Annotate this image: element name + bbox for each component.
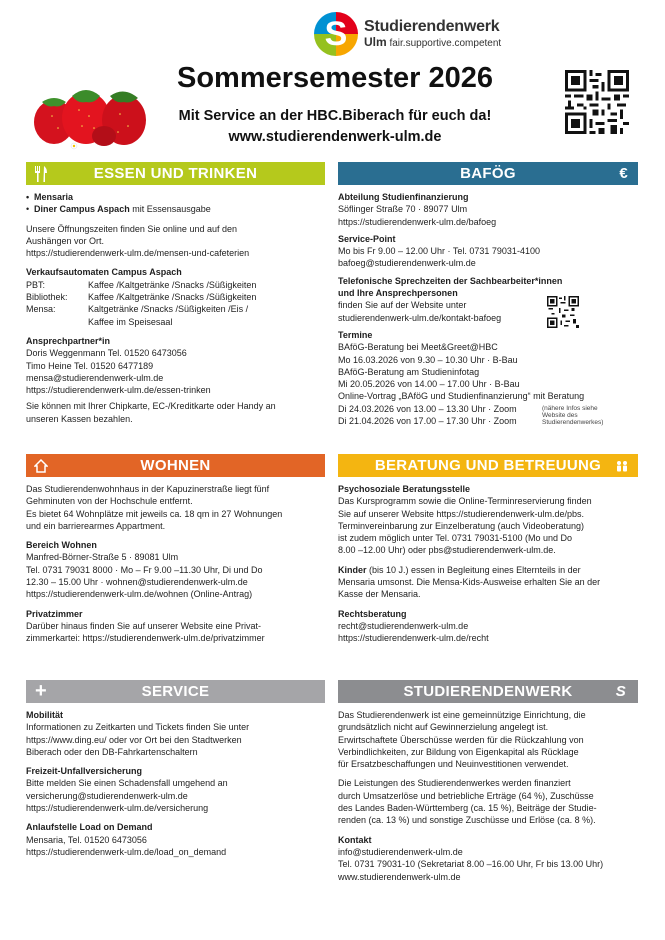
section-service: Mobilität Informationen zu Zeitkarten und Tickets finden Sie unter https://www.ding.eu/ oder vor Ort bei den Stadtwerken Biberach oder den DB-Fahrkartenschaltern Freizeit-Unfallversicherung Bitte melden Sie einen Schadensfall umgehend an versicherung@studierendenwerk-ulm.de https://studierendenwerk-ulm.de/versicherung Anlaufstelle Load on Demand Mensaria, Tel. 01520 6473056 https://studierendenwerk-ulm.de/load_on_demand (26, 709, 326, 858)
bafoeg-link[interactable]: https://studierendenwerk-ulm.de/bafoeg (338, 216, 497, 227)
section-header-service: + SERVICE (26, 680, 325, 703)
recht-link[interactable]: https://studierendenwerk-ulm.de/recht (338, 633, 489, 644)
kontakt-bafoeg-link[interactable]: studierendenwerk-ulm.de/kontakt-bafoeg (338, 312, 502, 323)
logo-tagline: Ulm fair.supportive.competent (364, 35, 502, 49)
section-essen: • Mensaria • Diner Campus Aspach mit Essensausgabe Unsere Öffnungszeiten finden Sie online und auf den Aushängen vor Ort. https://studierendenwerk-ulm.de/mensen-und-cafeterien Verkaufsautomaten Campus Aspach PBT: Kaffee /Kaltgetränke /Snacks /Süßigkeiten Bibliothek: Kaffee /Kaltgetränke /Snacks /Süßigkeiten Mensa: Kaltgetränke /Snacks /Süßigkeiten /Eis / Kaffee im Speisesaal Ansprechpartner*in Doris Weggenmann Tel. 01520 6473056 Timo Heine Tel. 01520 6477189 mensa@studierendenwerk-ulm.de https://studierendenwerk-ulm.de/essen-trinken Sie können mit Ihrer Chipkarte, EC-/Kreditkarte oder Handy an unseren Kassen bezahlen. (26, 191, 326, 425)
s-logo-icon: S (615, 683, 626, 700)
house-icon (34, 454, 48, 477)
logo-name: Studierendenwerk (364, 18, 500, 35)
recht-email-link[interactable]: recht@studierendenwerk-ulm.de (338, 620, 469, 631)
bafoeg-note: (nähere Infos siehe Website des Studierendenwerkes) (542, 404, 604, 426)
plus-icon: + (35, 680, 47, 702)
versicherung-email-link[interactable]: versicherung@studierendenwerk-ulm.de (26, 790, 188, 801)
qr-code-main (565, 70, 629, 134)
page-subtitle: Mit Service an der HBC.Biberach für euch da! (178, 108, 492, 124)
section-header-essen: ESSEN UND TRINKEN (26, 162, 325, 185)
page-title: Sommersemester 2026 (177, 62, 493, 94)
section-header-bafoeg: BAFÖG € (338, 162, 638, 185)
fork-knife-icon (34, 162, 48, 185)
automaten-title: Verkaufsautomaten Campus Aspach (26, 267, 182, 278)
page-url[interactable]: www.studierendenwerk-ulm.de (228, 129, 442, 145)
section-bafoeg: Abteilung Studienfinanzierung Söflinger Straße 70 · 89077 Ulm https://studierendenwerk-ulm.de/bafoeg Service-Point Mo bis Fr 9.00 – 12.00 Uhr · Tel. 0731 79031-4100 bafoeg@studierendenwerk-ulm.de Telefonische Sprechzeiten der Sachbearbeiter*innen und Ihre Ansprechpersonen finden Sie auf der Website unter studierendenwerk-ulm.de/kontakt-bafoeg Termine BAföG-Beratung bei Meet&Greet@HBC Mo 16.03.2026 von 9.30 – 10.30 Uhr · B-Bau BAföG-Beratung am Studieninfotag Mi 20.05.2026 von 14.00 – 17.00 Uhr · B-Bau Online-Vortrag „BAföG und Studienfinanzierung“ mit Beratung Di 24.03.2026 von 13.00 – 13.30 Uhr · Zoom Di 21.04.2026 von 17.00 – 17.30 Uhr · Zoom (nähere Infos siehe Website des Studierendenwerkes) (338, 191, 638, 427)
info-email-link[interactable]: info@studierendenwerk-ulm.de (338, 846, 463, 857)
website-link[interactable]: www.studierendenwerk-ulm.de (338, 871, 461, 882)
people-icon (615, 454, 629, 477)
section-header-studierendenwerk: STUDIERENDENWERK S (338, 680, 638, 703)
section-header-wohnen: WOHNEN (26, 454, 325, 477)
bafoeg-email-link[interactable]: bafoeg@studierendenwerk-ulm.de (338, 258, 476, 269)
strawberries-image (24, 80, 154, 150)
automaten-table: PBT: Kaffee /Kaltgetränke /Snacks /Süßigkeiten Bibliothek: Kaffee /Kaltgetränke /Snacks /Süßigkeiten Mensa: Kaltgetränke /Snacks /Süßigkeiten /Eis / Kaffee im Speisesaal (26, 279, 257, 327)
studierendenwerk-logo (314, 12, 501, 56)
euro-icon: € (619, 165, 628, 182)
section-beratung: Psychosoziale Beratungsstelle Das Kursprogramm sowie die Online-Terminreservierung finden Sie auf unserer Website https://studierendenwerk-ulm.de/pbs. Terminvereinbarung zur Einzelberatung (auch Videoberatung) ist zudem möglich unter Tel. 0731 79031-5100 (Mo und Do 8.00 –12.00 Uhr) oder pbs@studierendenwerk-ulm.de. Kinder (bis 10 J.) essen in Begleitung eines Elternteils in der Mensaria umsonst. Die Mensa-Kids-Ausweise erhalten Sie an der Kasse der Mensaria. Rechtsberatung recht@studierendenwerk-ulm.de https://studierendenwerk-ulm.de/recht (338, 483, 638, 645)
section-studierendenwerk: Das Studierendenwerk ist eine gemeinnützige Einrichtung, die grundsätzlich nicht auf Gewinnerzielung angelegt ist. Erwirtschaftete Überschüsse werden für die Rückzahlung von Verbindlichkeiten, zur Bildung von Eigenkapital als Rücklage für Ersatzbeschaffungen und Neuinvestitionen verwendet. Die Leistungen des Studierendenwerkes werden finanziert durch Umsatzerlöse und betriebliche Erträge (64 %), Zuschüsse des Landes Baden-Württemberg (ca. 15 %), Beiträge der Studie- renden (ca. 13 %) und sonstige Zuschüsse und Erlöse (ca. 8 %). Kontakt info@studierendenwerk-ulm.de Tel. 0731 79031-10 (Sekretariat 8.00 –16.00 Uhr, Fr bis 13.00 Uhr) www.studierendenwerk-ulm.de (338, 709, 638, 883)
mensen-link[interactable]: https://studierendenwerk-ulm.de/mensen-und-cafeterien (26, 248, 250, 259)
mensa-email-link[interactable]: mensa@studierendenwerk-ulm.de (26, 372, 164, 383)
essen-trinken-link[interactable]: https://studierendenwerk-ulm.de/essen-trinken (26, 385, 211, 396)
list-item: • Diner Campus Aspach mit Essensausgabe (26, 203, 326, 215)
section-wohnen: Das Studierendenwohnhaus in der Kapuzinerstraße liegt fünf Gehminuten von der Hochschule entfernt. Es bietet 64 Wohnplätze mit jeweils ca. 18 qm in 27 Wohnungen und ein barrierearmes Appartment. Bereich Wohnen Manfred-Börner-Straße 5 · 89081 Ulm Tel. 0731 79031 8000 · Mo – Fr 9.00 –11.30 Uhr, Di und Do 12.30 – 15.00 Uhr · wohnen@studierendenwerk-ulm.de https://studierendenwerk-ulm.de/wohnen (Online-Antrag) Privatzimmer Darüber hinaus finden Sie auf unserer Website eine Privat- zimmerkartei: https://studierendenwerk-ulm.de/privatzimmer (26, 483, 326, 645)
logo-circle-icon: S (314, 12, 358, 56)
wohnen-link[interactable]: https://studierendenwerk-ulm.de/wohnen (Online-Antrag) (26, 589, 253, 600)
section-header-beratung: BERATUNG UND BETREUUNG (338, 454, 638, 477)
versicherung-link[interactable]: https://studierendenwerk-ulm.de/versicherung (26, 803, 209, 814)
load-on-demand-link[interactable]: https://studierendenwerk-ulm.de/load_on_demand (26, 846, 227, 857)
list-item: • Mensaria (26, 191, 326, 203)
contact-title: Ansprechpartner*in (26, 335, 111, 346)
